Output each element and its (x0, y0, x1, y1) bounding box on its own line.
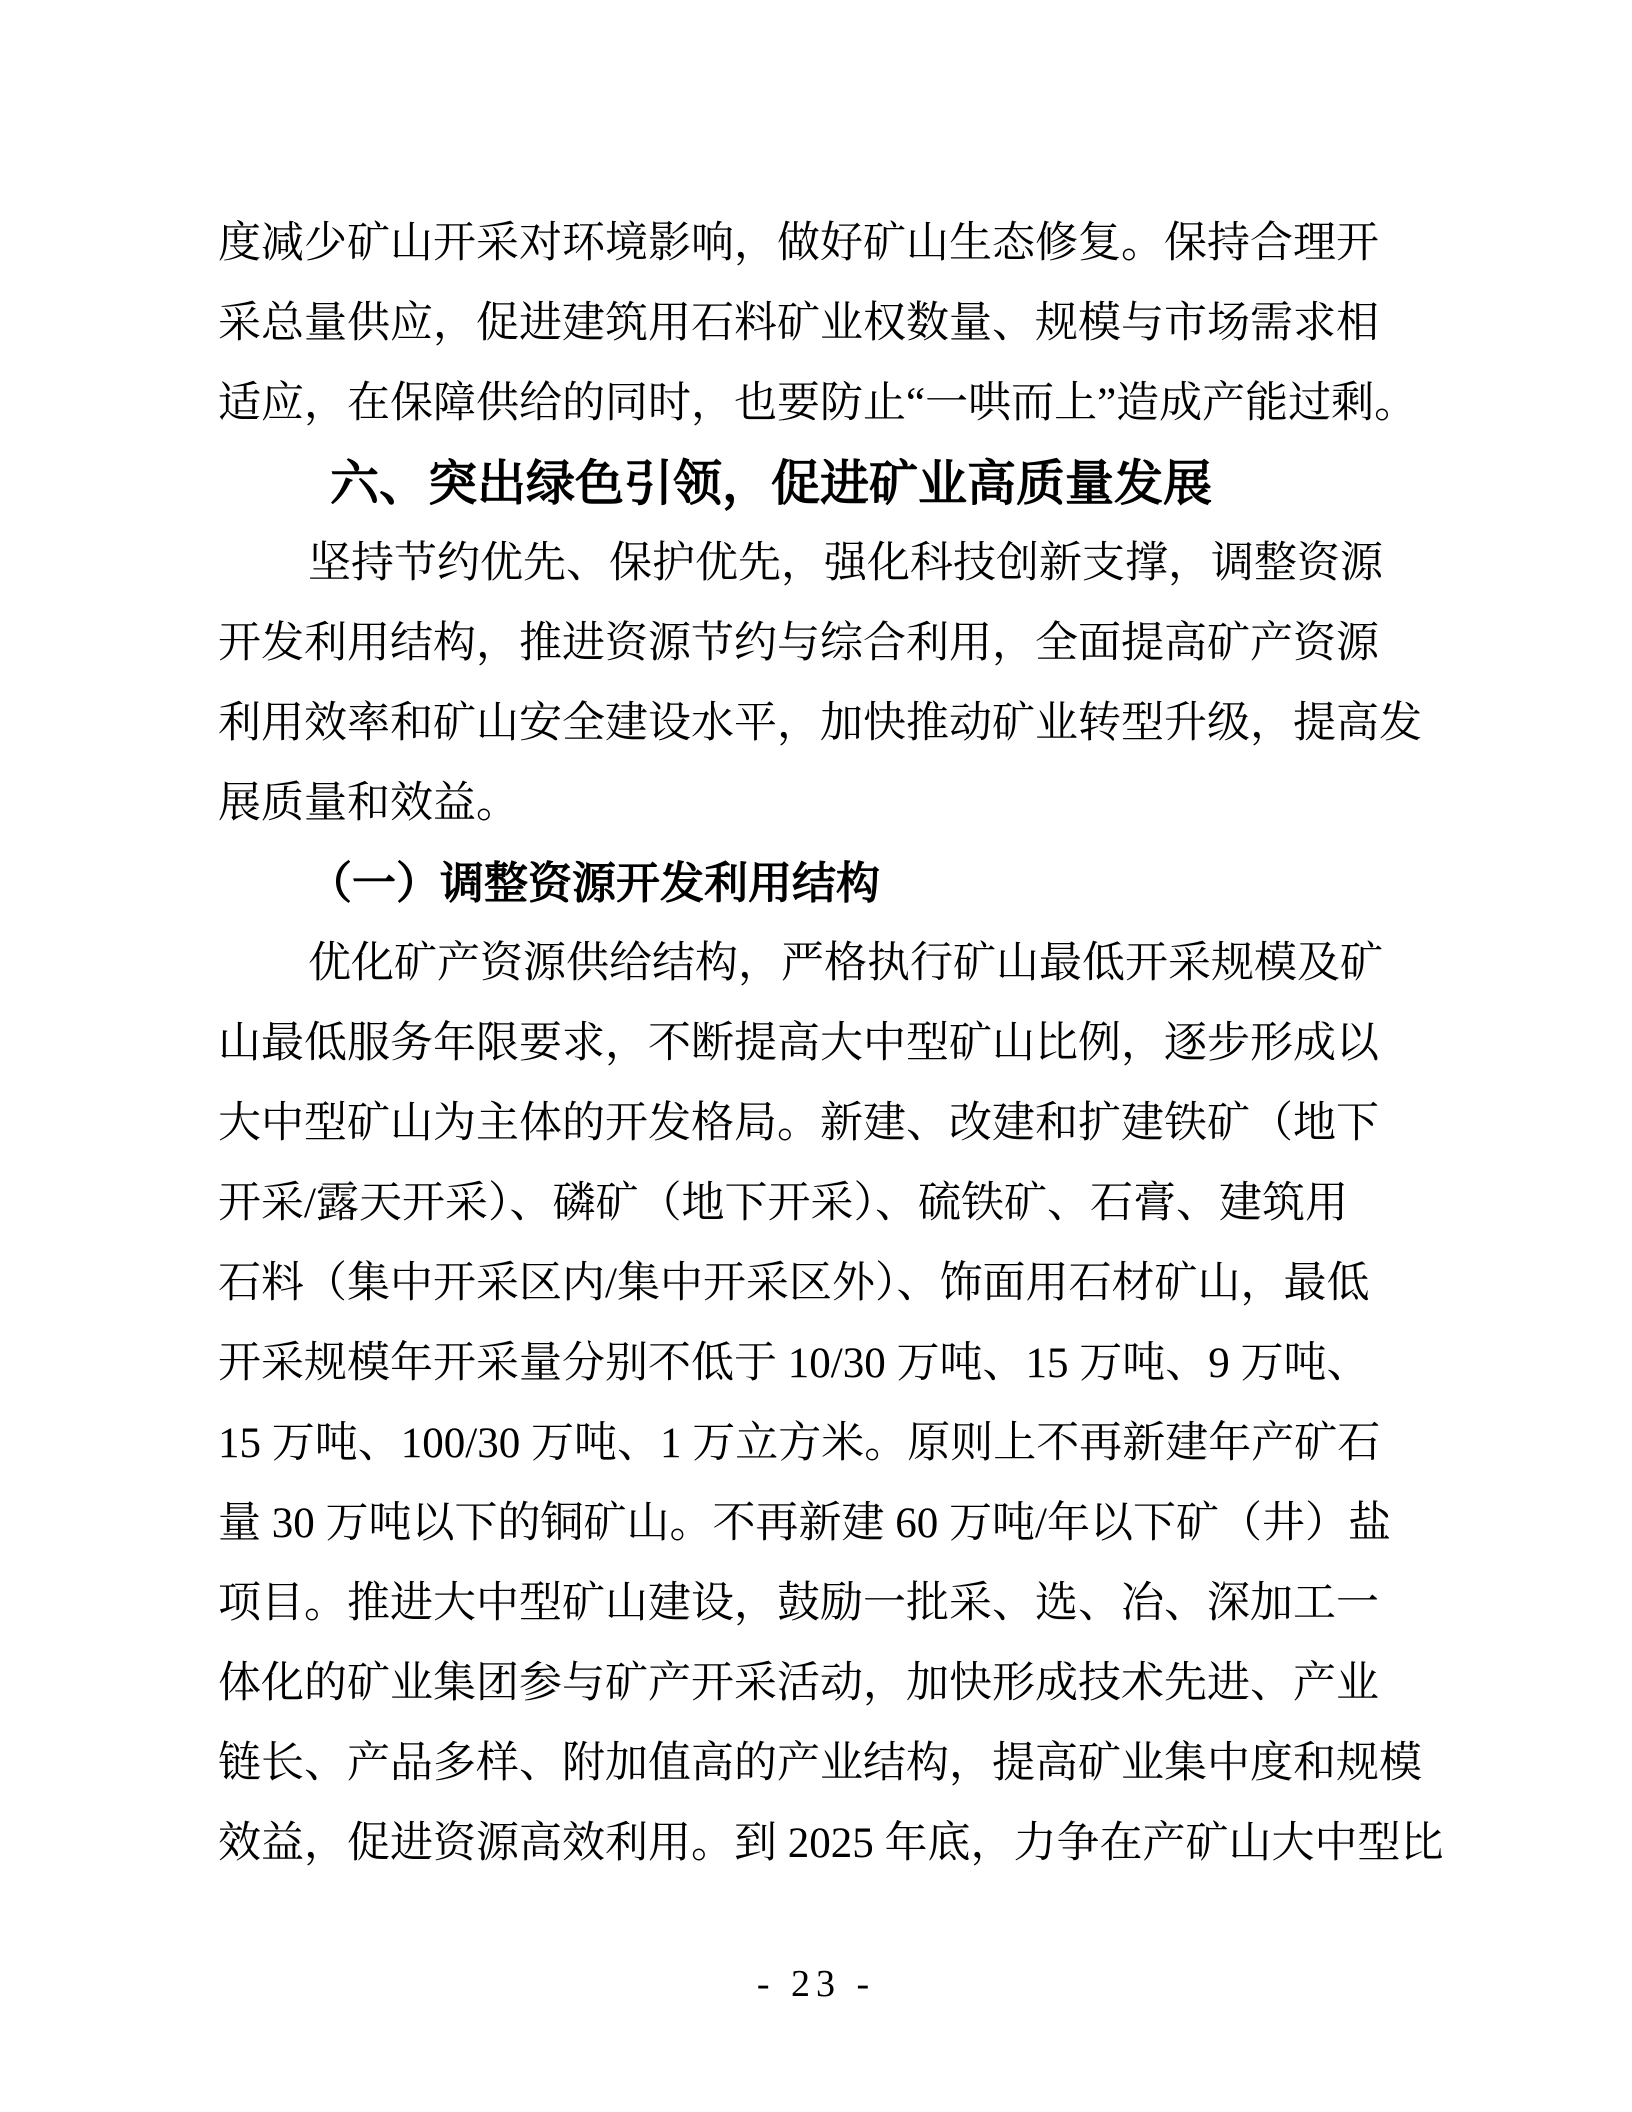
body-line: 石料（集中开采区内/集中开采区外）、饰面用石材矿山，最低 (218, 1260, 1370, 1307)
body-line: 适应，在保障供给的同时，也要防止“一哄而上”造成产能过剩。 (218, 380, 1418, 427)
body-line: 采总量供应，促进建筑用石料矿业权数量、规模与市场需求相 (218, 300, 1379, 347)
body-line: 开采规模年开采量分别不低于 10/30 万吨、15 万吨、9 万吨、 (218, 1340, 1370, 1387)
paragraph-first-line: 坚持节约优先、保护优先，强化科技创新支撑，调整资源 (308, 540, 1383, 587)
body-line: 度减少矿山开采对环境影响，做好矿山生态修复。保持合理开 (218, 220, 1379, 267)
document-content (218, 204, 1458, 1884)
page-number: - 23 - (756, 1963, 876, 2005)
body-line: 量 30 万吨以下的铜矿山。不再新建 60 万吨/年以下矿（井）盐 (218, 1500, 1391, 1547)
body-line: 大中型矿山为主体的开发格局。新建、改建和扩建铁矿（地下 (218, 1100, 1379, 1147)
body-line: 开采/露天开采）、磷矿（地下开采）、硫铁矿、石膏、建筑用 (218, 1180, 1348, 1227)
body-line: 利用效率和矿山安全建设水平，加快推动矿业转型升级，提高发 (218, 700, 1422, 747)
body-line: 体化的矿业集团参与矿产开采活动，加快形成技术先进、产业 (218, 1660, 1379, 1707)
body-line: 山最低服务年限要求，不断提高大中型矿山比例，逐步形成以 (218, 1020, 1379, 1067)
body-line: 项目。推进大中型矿山建设，鼓励一批采、选、冶、深加工一 (218, 1580, 1379, 1627)
body-line: 效益，促进资源高效利用。到 2025 年底，力争在产矿山大中型比 (218, 1820, 1444, 1867)
paragraph-first-line: 优化矿产资源供给结构，严格执行矿山最低开采规模及矿 (308, 940, 1383, 987)
body-line: 链长、产品多样、附加值高的产业结构，提高矿业集中度和规模 (218, 1740, 1422, 1787)
body-line: 15 万吨、100/30 万吨、1 万立方米。原则上不再新建年产矿石 (218, 1420, 1381, 1467)
body-line: 开发利用结构，推进资源节约与综合利用，全面提高矿产资源 (218, 620, 1379, 667)
body-line: 展质量和效益。 (218, 780, 519, 827)
section-heading: 六、突出绿色引领，促进矿业高质量发展 (330, 457, 1213, 511)
subsection-heading: （一）调整资源开发利用结构 (308, 859, 880, 908)
